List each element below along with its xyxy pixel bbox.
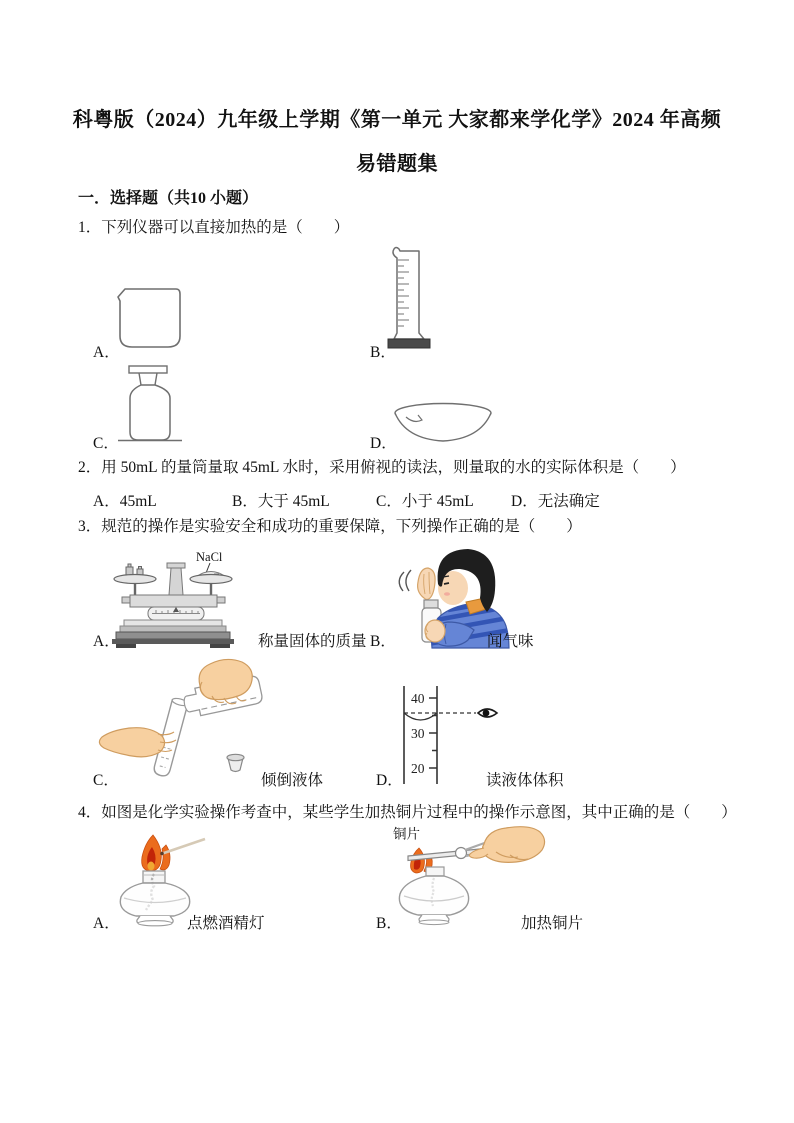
scale-mark-20: 20 [411,761,425,776]
document-title-line-2: 易错题集 [356,153,438,175]
question-4-text: 4．如图是化学实验操作考查中，某些学生加热铜片过程中的操作示意图，其中正确的是（ ） [78,804,737,821]
match-tip [160,852,164,856]
right-pan [190,575,232,584]
wafting-hand [418,568,436,600]
holding-hand [425,620,445,642]
q2-option-c: C．小于 45mL [376,493,474,510]
evaporating-dish-icon [392,401,494,443]
q1-option-a-label: A． [93,344,120,361]
balance-icon [110,546,235,648]
document-title-line-1: 科粤版（2024）九年级上学期《第一单元 大家都来学化学》2024 年高频 [72,109,722,131]
q4-option-b-caption: 加热铜片 [521,915,584,932]
lamp-collar [143,871,165,883]
q1-option-c-label: C． [93,435,119,452]
question-1-text: 1．下列仪器可以直接加热的是（ ） [78,219,350,236]
question-2-text: 2．用 50mL 的量筒量取 45mL 水时，采用俯视的读法，则量取的水的实际体积是（ ） [78,459,686,476]
q2-option-a: A．45mL [93,493,157,510]
lamp-body [399,876,468,915]
q3-option-c-label: C． [93,772,119,789]
pouring-liquid-icon [100,656,315,780]
q3-option-a-label: A． [93,633,120,650]
q3-option-c-caption: 倾倒液体 [261,772,324,789]
q4-option-a-caption: 点燃酒精灯 [187,915,265,932]
reagent-bottle-icon [115,362,185,444]
eye [444,583,449,584]
lamp-base [138,921,172,926]
left-pan [114,575,156,584]
q1-option-d-label: D． [370,435,397,452]
heating-copper-strip-icon [388,822,583,925]
question-3-text: 3．规范的操作是实验安全和成功的重要保障，下列操作正确的是（ ） [78,518,582,535]
q3-option-b-label: B． [370,633,396,650]
q4-option-a-label: A． [93,915,120,932]
q3-option-b-caption: 闻气味 [487,633,534,650]
scale-mark-40: 40 [411,691,425,706]
lamp-base [419,920,449,925]
meniscus-curve [404,713,437,720]
graduated-cylinder-icon [383,246,435,352]
beaker-icon [113,284,185,352]
nacl-label: NaCl [196,550,223,564]
q1-option-b-label: B． [370,344,396,361]
q2-option-b: B．大于 45mL [232,493,330,510]
match-stick [161,839,205,854]
q3-option-d-caption: 读液体体积 [486,772,564,789]
copper-strip-label: 铜片 [393,826,420,842]
q3-option-a-caption: 称量固体的质量 [258,633,367,650]
q2-option-d: D．无法确定 [511,493,600,510]
scale-mark-30: 30 [411,726,425,741]
blush [444,592,450,596]
section-heading: 一．选择题（共10 小题） [78,190,259,207]
eye-icon [478,709,497,717]
waft-motion-lines [399,570,411,591]
q4-option-b-label: B． [376,915,402,932]
q3-option-d-label: D． [376,772,403,789]
stopper-icon [227,754,244,771]
lamp-collar [426,867,444,876]
